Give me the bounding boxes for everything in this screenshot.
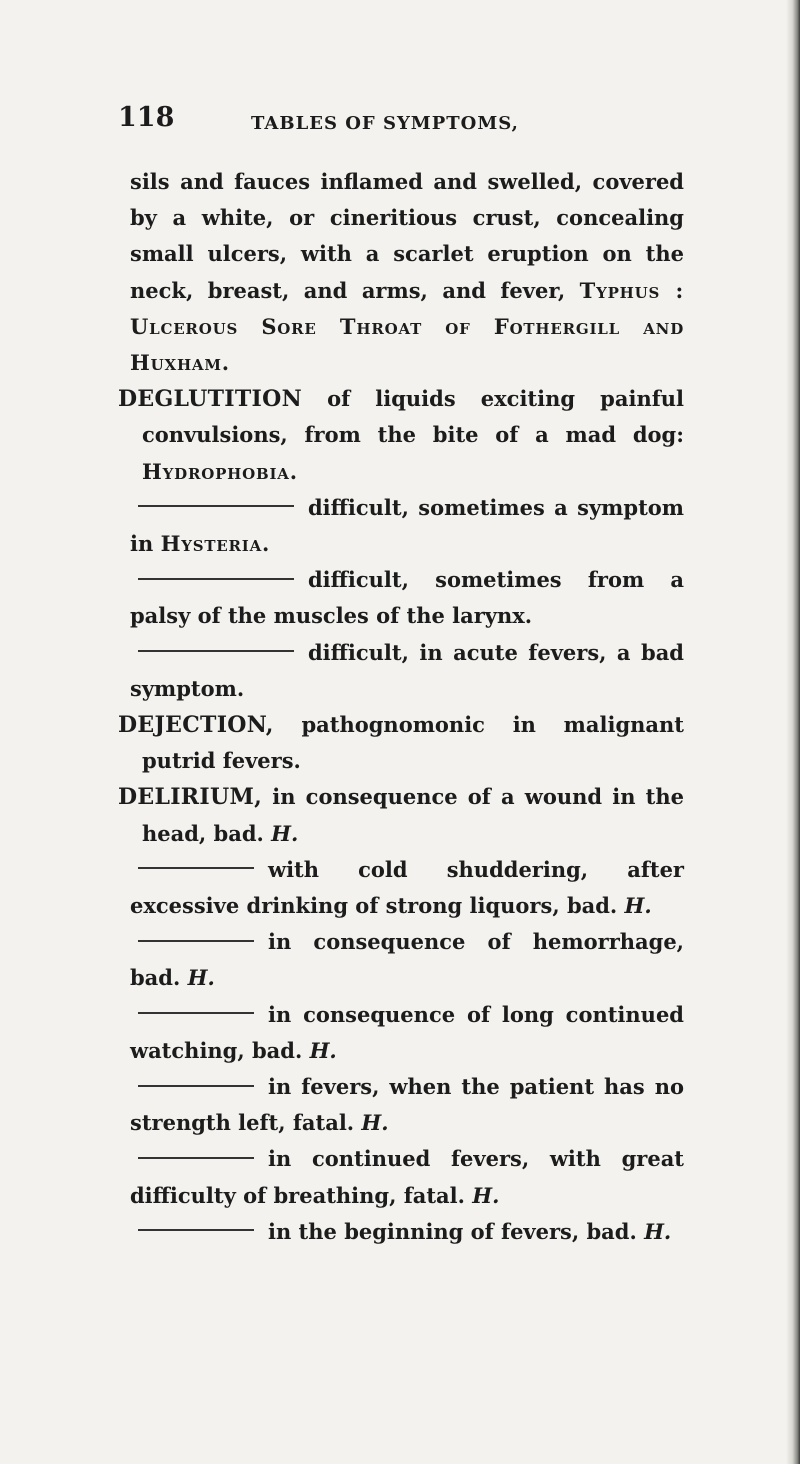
entry-text: in consequence of hemorrhage, bad.: [130, 929, 684, 991]
entry-deglutition-difficult-fevers: [118, 635, 684, 707]
entry-tonsils-continued: [118, 164, 684, 381]
entry-delirium-shuddering: [118, 852, 684, 924]
source-abbreviation: H.: [271, 820, 299, 846]
ditto-rule: [138, 1229, 254, 1231]
entry-text: in the beginning of fevers, bad.: [268, 1218, 645, 1244]
entry-text: of liquids exciting painful convulsions, from the bite of a mad dog:: [142, 386, 684, 448]
source-abbreviation: H.: [309, 1037, 337, 1063]
ditto-rule: [138, 1012, 254, 1014]
headword: DEJECTION,: [118, 712, 274, 739]
headword: DEGLUTITION: [118, 386, 302, 413]
entry-dejection: [118, 707, 684, 779]
disease-name: Hysteria.: [160, 531, 271, 557]
ditto-rule: [138, 1157, 254, 1159]
ditto-rule: [138, 505, 294, 507]
entry-text: difficult, sometimes from a palsy of the muscles of the larynx.: [130, 567, 684, 629]
entry-deglutition-difficult-palsy: [118, 562, 684, 634]
ditto-rule: [138, 578, 294, 580]
entry-delirium-no-strength: [118, 1069, 684, 1141]
ditto-rule: [138, 650, 294, 652]
disease-name: Typhus : Ulcerous Sore Throat of Fothergill and Huxham.: [130, 277, 685, 376]
entry-deglutition: [118, 381, 684, 490]
entry-text: with cold shuddering, after excessive drinking of strong liquors, bad.: [130, 856, 684, 919]
symptom-entries: [118, 164, 684, 1250]
page-header: [118, 102, 678, 142]
source-abbreviation: H.: [361, 1110, 389, 1136]
entry-delirium-watching: [118, 997, 684, 1069]
entry-delirium-hemorrhage: [118, 924, 684, 996]
headword: DELIRIUM,: [118, 784, 263, 811]
entry-deglutition-difficult-hysteria: [118, 490, 684, 562]
page-edge-shadow: [786, 0, 800, 1464]
page-number: 118: [118, 102, 175, 133]
source-abbreviation: H.: [644, 1218, 672, 1244]
source-abbreviation: H.: [472, 1182, 500, 1208]
entry-text: in consequence of a wound in the head, bad.: [142, 784, 684, 846]
source-abbreviation: H.: [624, 893, 652, 919]
entry-delirium: [118, 779, 684, 851]
ditto-rule: [138, 867, 254, 869]
running-head: TABLES OF SYMPTOMS,: [251, 113, 519, 134]
entry-text: in fevers, when the patient has no strength left, fatal.: [130, 1074, 684, 1136]
entry-text: in consequence of long continued watching, bad.: [130, 1001, 684, 1063]
entry-text: in continued fevers, with great difficulty of breathing, fatal.: [130, 1146, 684, 1208]
source-abbreviation: H.: [187, 965, 215, 991]
entry-delirium-beginning: [118, 1214, 684, 1250]
entry-text: difficult, sometimes a symptom in: [130, 494, 684, 557]
entry-text: pathognomonic in malignant putrid fevers.: [142, 712, 684, 774]
disease-name: Hydrophobia.: [142, 458, 298, 484]
entry-text: difficult, in acute fevers, a bad symptom.: [130, 639, 684, 701]
ditto-rule: [138, 1085, 254, 1087]
entry-delirium-breathing: [118, 1141, 684, 1213]
ditto-rule: [138, 940, 254, 942]
entry-text: sils and fauces inflamed and swelled, covered by a white, or cineritious crust, concealing small ulcers, with a scarlet eruption on the neck, breast, and arms, and fever,: [130, 169, 684, 303]
